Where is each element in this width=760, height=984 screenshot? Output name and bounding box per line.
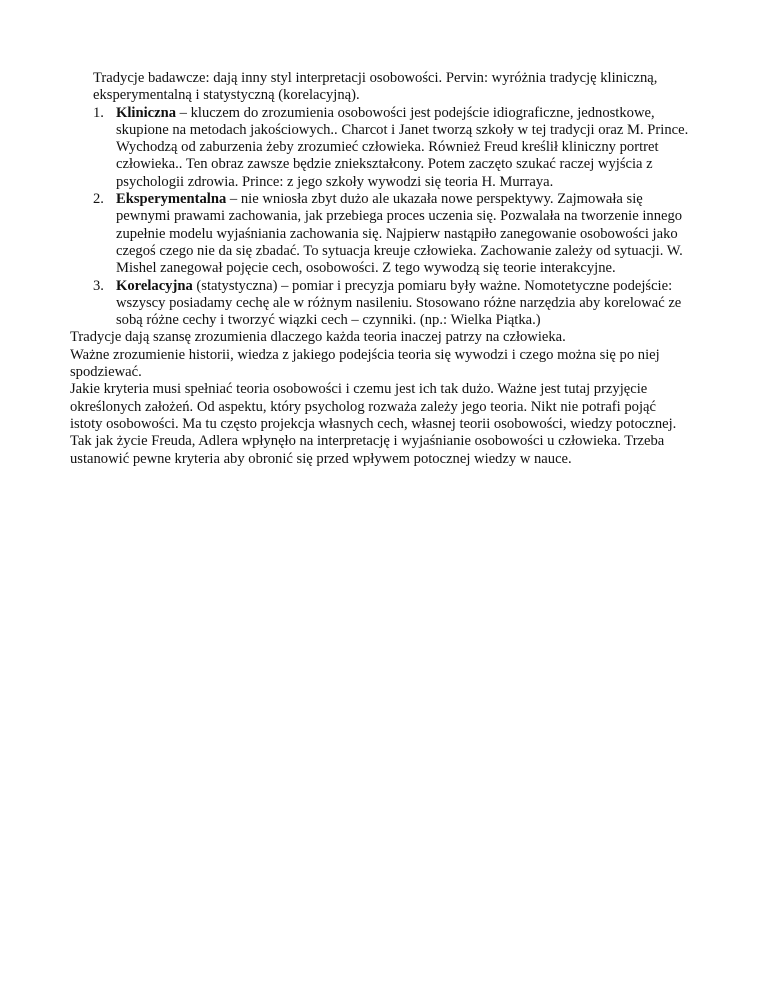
list-item-term: Kliniczna (116, 104, 176, 121)
intro-paragraph: Tradycje badawcze: dają inny styl interpretacji osobowości. Pervin: wyróżnia tradycję kliniczną, eksperymentalną i statystyczną (korelacyjną). (93, 70, 658, 104)
list-item-correlational (70, 278, 692, 330)
list-item-experimental (70, 191, 692, 277)
paragraph-history: Ważne zrozumienie historii, wiedza z jakiego podejścia teoria się wywodzi i czego można się po niej spodziewać. (70, 346, 660, 381)
list-item-text: – nie wniosła zbyt dużo ale ukazała nowe perspektywy. Zajmowała się pewnymi prawami zachowania, jak przebiega proces uczenia się. Pozwalała na tworzenie innego zupełnie modelu wyjaśniania zachowania się. Najpierw nastąpiło zanegowanie osobowości jako czegoś czego nie da się zbadać. To sytuacja kreuje człowieka. Zachowanie zależy od sytuacji. W. Mishel zanegował pojęcie cech, osobowości. Z tego wywodzą się teorie interakcyjne. (116, 191, 683, 277)
list-item-term: Korelacyjna (116, 277, 193, 294)
paragraph-criteria: Jakie kryteria musi spełniać teoria osobowości i czemu jest ich tak dużo. Ważne jest tutaj przyjęcie określonych założeń. Od aspektu, który psycholog rozważa zależy jego teoria. Nikt nie potrafi pojąć istoty osobowości. Ma tu często projekcja własnych cech, własnej teorii osobowości, wiedzy potocznej. Tak jak życie Freuda, Adlera wpłynęło na interpretację i wyjaśnianie osobowości u człowieka. Trzeba ustanowić pewne kryteria aby obronić się przed wpływem potocznej wiedzy w nauce. (70, 381, 677, 467)
traditions-list (70, 105, 692, 330)
list-item-text: (statystyczna) – pomiar i precyzja pomiaru były ważne. Nomotetyczne podejście: wszyscy posiadamy cechę ale w różnym nasileniu. Stosowano różne narzędzia aby korelować ze sobą różne cechy i tworzyć wiązki cech – czynniki. (np.: Wielka Piątka.) (116, 277, 682, 329)
list-item-term: Eksperymentalna (116, 191, 227, 208)
list-item-text: – kluczem do zrozumienia osobowości jest podejście idiograficzne, jednostkowe, skupione na metodach jakościowych.. Charcot i Janet tworzą szkoły w tej tradycji oraz M. Prince. Wychodzą od zaburzenia żeby zrozumieć człowieka. Również Freud kreślił kliniczny portret człowieka.. Ten obraz zawsze będzie zniekształcony. Potem zaczęto szukać raczej wyjścia z psychologii zdrowia. Prince: z jego szkoły wywodzi się teoria H. Murraya. (116, 104, 689, 190)
list-item-number: 1. (93, 104, 104, 121)
list-item-clinical (70, 105, 692, 191)
list-item-number: 2. (93, 191, 104, 208)
document-page (70, 70, 692, 468)
paragraph-traditions-chance: Tradycje dają szansę zrozumienia dlaczego każda teoria inaczej patrzy na człowieka. (70, 329, 566, 346)
list-item-number: 3. (93, 277, 104, 294)
